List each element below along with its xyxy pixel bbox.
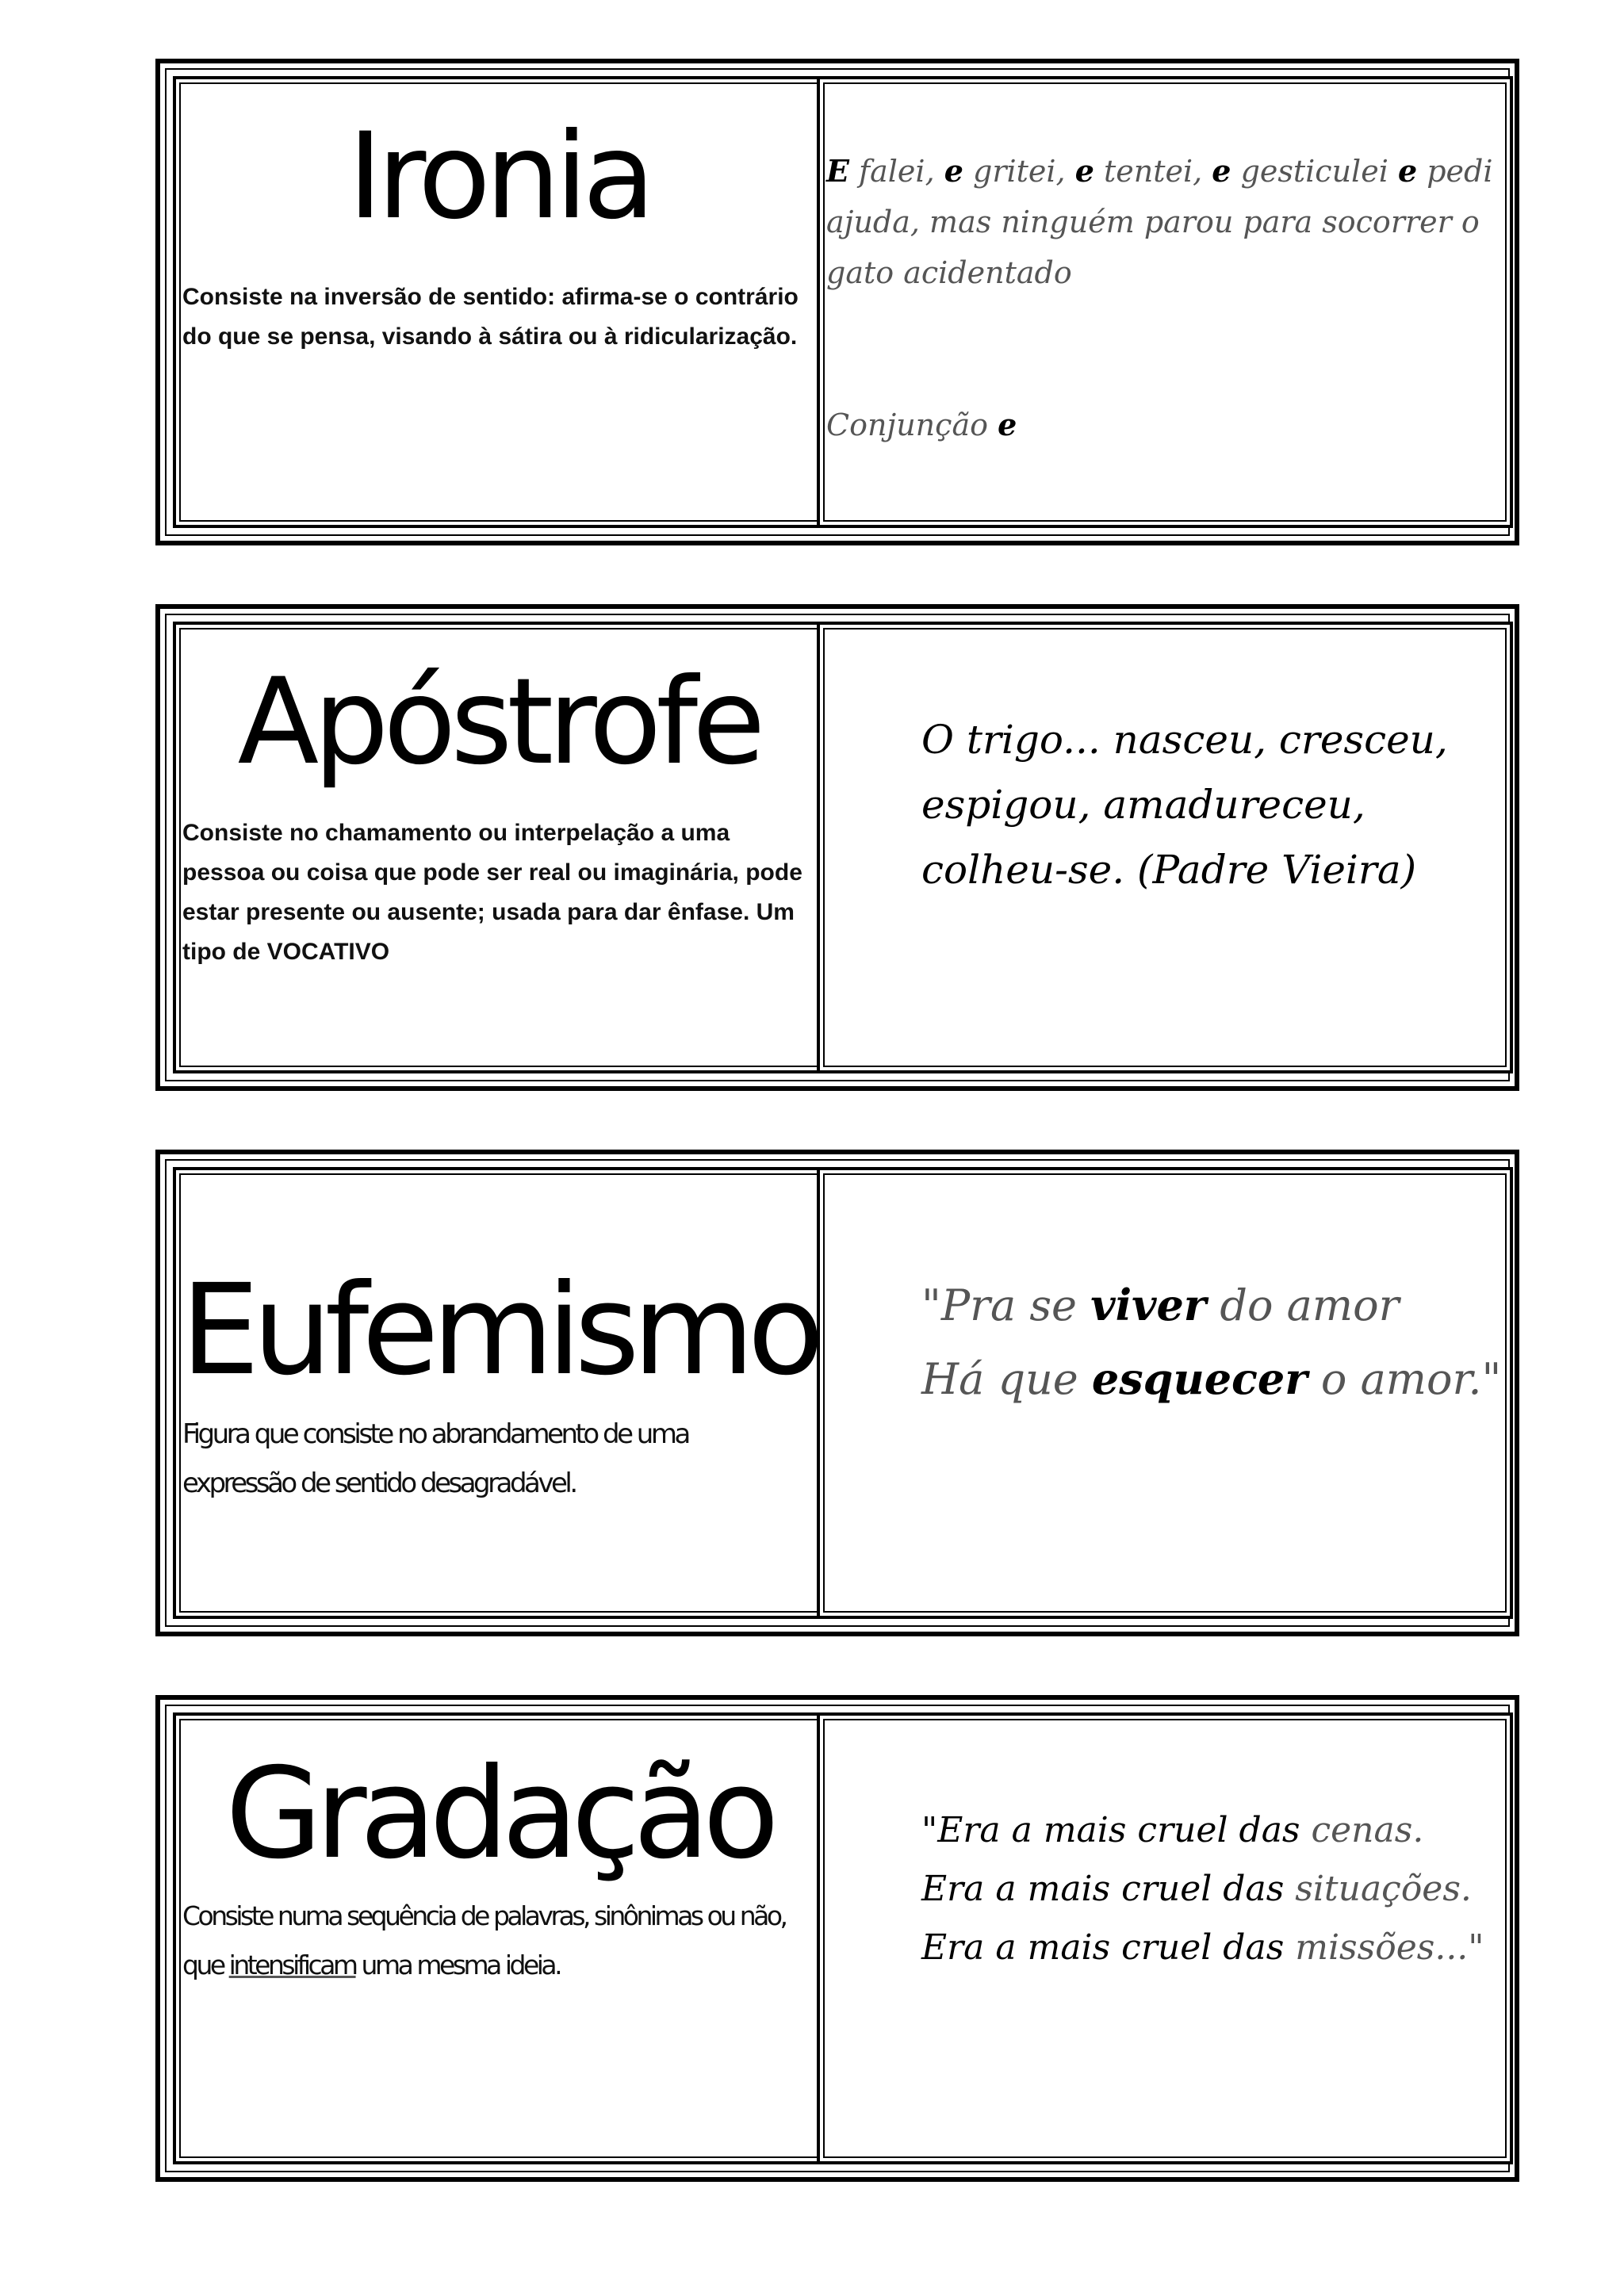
underlined-word: intensificam xyxy=(228,1950,356,1980)
example-text xyxy=(921,1269,1501,1416)
example-text xyxy=(921,1801,1484,1977)
example-line-2: ajuda, mas ninguém parou para socorrer o xyxy=(826,205,1480,239)
example-line-2: Há que esquecer o amor." xyxy=(921,1353,1502,1404)
example-panel xyxy=(817,1167,1513,1619)
example-note: Conjunção e xyxy=(826,407,1017,442)
term-title: Gradação xyxy=(225,1741,772,1887)
example-panel xyxy=(817,1712,1513,2164)
card-apostrofe xyxy=(155,604,1519,1091)
example-line-1: E falei, e gritei, e tentei, e gesticulei e pedi xyxy=(826,153,1493,189)
example-line-3: Era a mais cruel das missões..." xyxy=(921,1927,1484,1968)
term-panel xyxy=(173,76,825,528)
example-line-1: "Era a mais cruel das cenas. xyxy=(921,1810,1424,1850)
example-line-1: O trigo... nasceu, cresceu, xyxy=(921,717,1448,763)
term-definition: Figura que consiste no abrandamento de uma expressão de sentido desagradável. xyxy=(182,1418,688,1499)
term-panel xyxy=(173,622,825,1073)
term-title: Eufemismo xyxy=(180,1257,818,1403)
example-line-3: colheu-se. (Padre Vieira) xyxy=(921,847,1417,893)
term-title: Apóstrofe xyxy=(237,653,760,791)
card-gradacao xyxy=(155,1695,1519,2182)
term-title: Ironia xyxy=(347,108,650,246)
card-eufemismo xyxy=(155,1150,1519,1636)
example-line-1: "Pra se viver do amor xyxy=(921,1280,1400,1330)
term-panel xyxy=(173,1167,825,1619)
term-panel xyxy=(173,1712,825,2164)
term-definition: Consiste na inversão de sentido: afirma-se o contrário do que se pensa, visando à sátira ou à ridicularização. xyxy=(182,284,799,350)
example-text xyxy=(921,707,1448,902)
example-line-2: Era a mais cruel das situações. xyxy=(921,1869,1472,1909)
example-panel xyxy=(817,76,1513,528)
example-line-3: gato acidentado xyxy=(826,255,1072,290)
example-text xyxy=(826,146,1505,450)
card-ironia xyxy=(155,59,1519,545)
example-line-2: espigou, amadureceu, xyxy=(921,782,1365,828)
example-panel xyxy=(817,622,1513,1073)
term-definition: Consiste numa sequência de palavras, sinônimas ou não, que intensificam uma mesma ideia. xyxy=(182,1900,786,1980)
term-definition: Consiste no chamamento ou interpelação a uma pessoa ou coisa que pode ser real ou imaginária, pode estar presente ou ausente; usada para dar ênfase. Um tipo de VOCATIVO xyxy=(182,820,802,965)
